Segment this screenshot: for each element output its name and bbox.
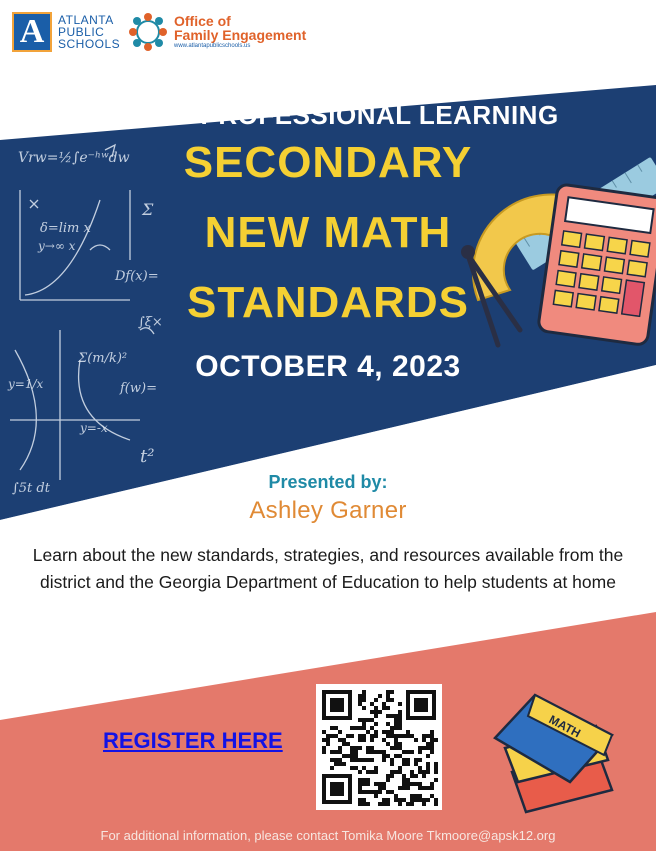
svg-text:Vrw=½∫e⁻ʰʷdw: Vrw=½∫e⁻ʰʷdw (18, 150, 130, 166)
family-engagement-icon (128, 12, 168, 52)
title-line-3: STANDARDS (187, 278, 469, 327)
svg-text:Df(x)=: Df(x)= (115, 269, 159, 284)
aps-logo (12, 12, 120, 52)
svg-text:t²: t² (140, 446, 155, 467)
aps-line-2: PUBLIC (58, 25, 105, 39)
ofe-logo-text (174, 14, 306, 50)
aps-line-3: SCHOOLS (58, 37, 121, 51)
ofe-line-1: Office of (174, 13, 231, 29)
svg-text:∫5t dt: ∫5t dt (12, 481, 50, 496)
svg-text:δ=lim x: δ=lim x (40, 221, 91, 236)
aps-logo-text (58, 14, 120, 50)
book-label: MATH (546, 712, 583, 741)
register-link[interactable]: REGISTER HERE (103, 728, 283, 753)
svg-text:y→∞ x: y→∞ x (38, 239, 76, 253)
svg-text:y=-x: y=-x (80, 421, 108, 435)
event-date: OCTOBER 4, 2023 (195, 350, 461, 383)
presenter-name: Ashley Garner (249, 497, 407, 524)
ofe-logo (128, 12, 306, 52)
registration-qr-code[interactable] (316, 684, 442, 810)
title-line-2: NEW MATH (204, 208, 452, 257)
svg-text:Σ(m/k)²: Σ(m/k)² (78, 351, 128, 366)
ofe-url: www.atlantapublicschools.us (174, 43, 251, 49)
event-kicker: FAMILY PROFESSIONAL LEARNING (97, 100, 559, 130)
ofe-line-2: Family Engagement (174, 27, 307, 43)
presented-by-label: Presented by: (268, 472, 388, 492)
event-description: Learn about the new standards, strategies, and resources available from the district and the Georgia Department of Education to help students at home (32, 545, 624, 592)
aps-logo-mark: A (12, 12, 52, 52)
svg-text:Σ: Σ (142, 200, 154, 219)
title-line-1: SECONDARY (183, 138, 473, 187)
aps-line-1: ATLANTA (58, 13, 114, 27)
svg-text:y=1/x: y=1/x (8, 377, 44, 391)
svg-text:∫ξ×: ∫ξ× (138, 315, 163, 330)
svg-text:f(w)=: f(w)= (120, 381, 157, 396)
footer-contact: For additional information, please contact Tomika Moore Tkmoore@apsk12.org (100, 828, 556, 843)
